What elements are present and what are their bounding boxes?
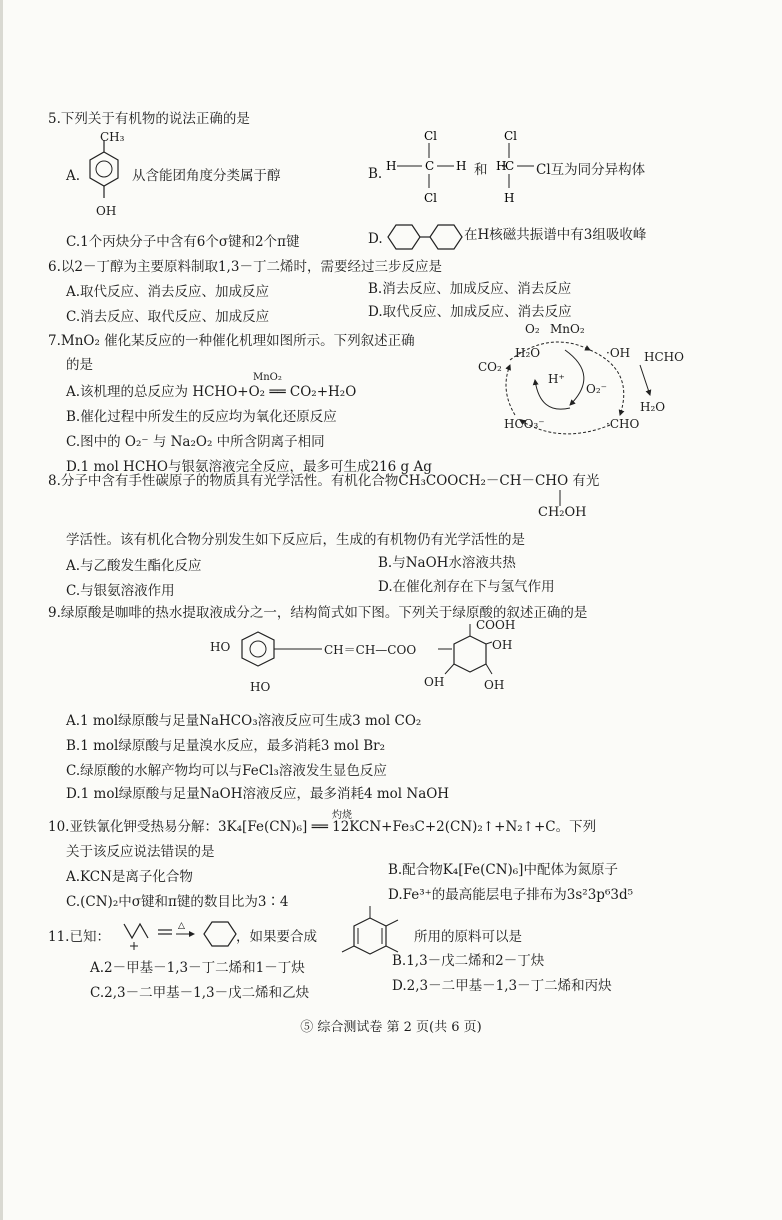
q10-d: D.Fe³⁺的最高能层电子排布为3s²3p⁶3d⁵ bbox=[388, 887, 634, 903]
q7-stem-2: 的是 bbox=[66, 357, 93, 373]
q7-diagram-hco3: HCO₃⁻ bbox=[504, 417, 545, 431]
q9-d: D.1 mol绿原酸与足量NaOH溶液反应，最多消耗4 mol NaOH bbox=[66, 786, 450, 802]
q8-cont: 学活性。该有机化合物分别发生如下反应后，生成的有机物仍有光学活性的是 bbox=[66, 532, 525, 548]
q6-d: D.取代反应、加成反应、消去反应 bbox=[368, 304, 572, 320]
q11-stem-a: 11.已知： bbox=[48, 929, 110, 945]
svg-text:△: △ bbox=[178, 921, 185, 931]
q8-b: B.与NaOH水溶液共热 bbox=[378, 555, 516, 571]
q9-a: A.1 mol绿原酸与足量NaHCO₃溶液反应可生成3 mol CO₂ bbox=[66, 713, 422, 729]
q11-stem-b: ，如果要合成 bbox=[236, 929, 317, 945]
q7-diagram-co2: CO₂ bbox=[478, 360, 502, 374]
q10-a: A.KCN是离子化合物 bbox=[66, 869, 193, 885]
q7-diagram-cho: ·CHO bbox=[606, 417, 640, 431]
q6-stem: 6.以2－丁醇为主要原料制取1,3－丁二烯时，需要经过三步反应是 bbox=[48, 259, 442, 275]
q6-a: A.取代反应、消去反应、加成反应 bbox=[66, 284, 270, 300]
q7-d: D.1 mol HCHO与银氨溶液完全反应，最多可生成216 g Ag bbox=[66, 459, 432, 475]
q5-a-text: 从含能团角度分类属于醇 bbox=[132, 168, 281, 184]
q11-c: C.2,3－二甲基－1,3－戊二烯和乙炔 bbox=[90, 985, 310, 1001]
page-footer: ⑤ 综合测试卷 第 2 页(共 6 页) bbox=[300, 1020, 482, 1035]
q7-diagram-oh: ·OH bbox=[606, 346, 631, 360]
q5-b-mid: 和 bbox=[474, 162, 488, 178]
svg-text:H: H bbox=[456, 159, 467, 173]
q6-c: C.消去反应、取代反应、加成反应 bbox=[66, 309, 270, 325]
svg-text:H: H bbox=[386, 159, 397, 173]
q9-c: C.绿原酸的水解产物均可以与FeCl₃溶液发生显色反应 bbox=[66, 763, 387, 779]
q9-struct-chain: CH＝CH—COO bbox=[324, 643, 417, 657]
q5-a-label: A. bbox=[66, 168, 81, 184]
q10-b: B.配合物K₄[Fe(CN)₆]中配体为氮原子 bbox=[388, 862, 618, 878]
q7-diagram-h2o-left: H₂O bbox=[515, 346, 541, 360]
q5-c: C.1个丙炔分子中含有6个σ键和2个π键 bbox=[66, 234, 300, 250]
q5-d-label: D. bbox=[368, 231, 383, 247]
svg-text:H: H bbox=[496, 159, 507, 173]
q5-a-oh: OH bbox=[96, 204, 117, 218]
q11-diels-alder-scheme bbox=[118, 914, 248, 958]
svg-text:C: C bbox=[425, 159, 435, 173]
q11-b: B.1,3－戊二烯和2－丁炔 bbox=[392, 953, 545, 969]
svg-text:Cl: Cl bbox=[424, 129, 438, 143]
q10-stem: 10.亚铁氰化钾受热易分解：3K₄[Fe(CN)₆] ══ 12KCN+Fe₃C+2(CN)₂↑+N₂↑+C。下列 bbox=[48, 819, 597, 835]
q7-mechanism-diagram bbox=[470, 320, 690, 440]
q8-c: C.与银氨溶液作用 bbox=[66, 583, 175, 599]
q9-struct-ho-2: HO bbox=[250, 680, 271, 694]
q9-stem: 9.绿原酸是咖啡的热水提取液成分之一，结构简式如下图。下列关于绿原酸的叙述正确的是 bbox=[48, 605, 588, 621]
q7-b: B.催化过程中所发生的反应均为氧化还原反应 bbox=[66, 409, 337, 425]
q9-struct-oh-3: OH bbox=[484, 678, 505, 692]
q7-diagram-mno2: MnO₂ bbox=[550, 322, 585, 336]
svg-text:C: C bbox=[505, 159, 515, 173]
q8-stem: 8.分子中含有手性碳原子的物质具有光学活性。有机化合物CH₃COOCH₂－CH－CHO 有光 bbox=[48, 473, 600, 489]
q5-stem: 5.下列关于有机物的说法正确的是 bbox=[48, 111, 250, 127]
scan-edge-left bbox=[0, 0, 3, 1220]
q9-b: B.1 mol绿原酸与足量溴水反应，最多消耗3 mol Br₂ bbox=[66, 738, 386, 754]
svg-text:H: H bbox=[504, 191, 515, 205]
q6-b: B.消去反应、加成反应、消去反应 bbox=[368, 281, 572, 297]
q7-diagram-hcho: HCHO bbox=[644, 350, 684, 364]
q7-diagram-h-plus: H⁺ bbox=[548, 372, 565, 386]
q8-sub: CH₂OH bbox=[538, 505, 587, 520]
q7-a: A.该机理的总反应为 HCHO+O₂ ══ CO₂+H₂O bbox=[66, 384, 357, 400]
q10-condition: 灼烧 bbox=[332, 810, 352, 821]
svg-text:Cl: Cl bbox=[504, 129, 518, 143]
q8-d: D.在催化剂存在下与氢气作用 bbox=[378, 579, 555, 595]
svg-text:Cl: Cl bbox=[424, 191, 438, 205]
q5-d-text: 在H核磁共振谱中有3组吸收峰 bbox=[464, 227, 647, 243]
q10-stem-2: 关于该反应说法错误的是 bbox=[66, 844, 215, 860]
q7-diagram-h2o-right: H₂O bbox=[640, 400, 666, 414]
q7-stem-1: 7.MnO₂ 催化某反应的一种催化机理如图所示。下列叙述正确 bbox=[48, 333, 415, 349]
q5-a-ch3: CH₃ bbox=[100, 130, 125, 144]
q5-b-label: B. bbox=[368, 166, 383, 182]
q9-struct-cooh: COOH bbox=[476, 618, 516, 632]
q7-diagram-o2-minus: O₂⁻ bbox=[586, 382, 607, 396]
q11-d: D.2,3－二甲基－1,3－丁二烯和丙炔 bbox=[392, 978, 612, 994]
q8-a: A.与乙酸发生酯化反应 bbox=[66, 558, 202, 574]
q7-a-catalyst: MnO₂ bbox=[253, 372, 282, 383]
q9-struct-oh-2: OH bbox=[424, 675, 445, 689]
q9-struct-oh-1: OH bbox=[492, 638, 513, 652]
q5-b-text: Cl互为同分异构体 bbox=[536, 162, 646, 178]
q5-a-toluene-phenol-structure bbox=[86, 140, 126, 210]
q11-a: A.2－甲基－1,3－丁二烯和1－丁炔 bbox=[90, 960, 305, 976]
q7-c: C.图中的 O₂⁻ 与 Na₂O₂ 中所含阴离子相同 bbox=[66, 434, 325, 450]
q7-diagram-o2: O₂ bbox=[525, 322, 540, 336]
q10-c: C.(CN)₂中σ键和π键的数目比为3∶4 bbox=[66, 894, 289, 910]
q11-stem-c: 所用的原料可以是 bbox=[414, 929, 522, 945]
q5-d-bicyclohexyl-structure bbox=[384, 222, 470, 252]
q9-struct-ho-1: HO bbox=[210, 640, 231, 654]
q8-branch-bond bbox=[558, 490, 562, 506]
